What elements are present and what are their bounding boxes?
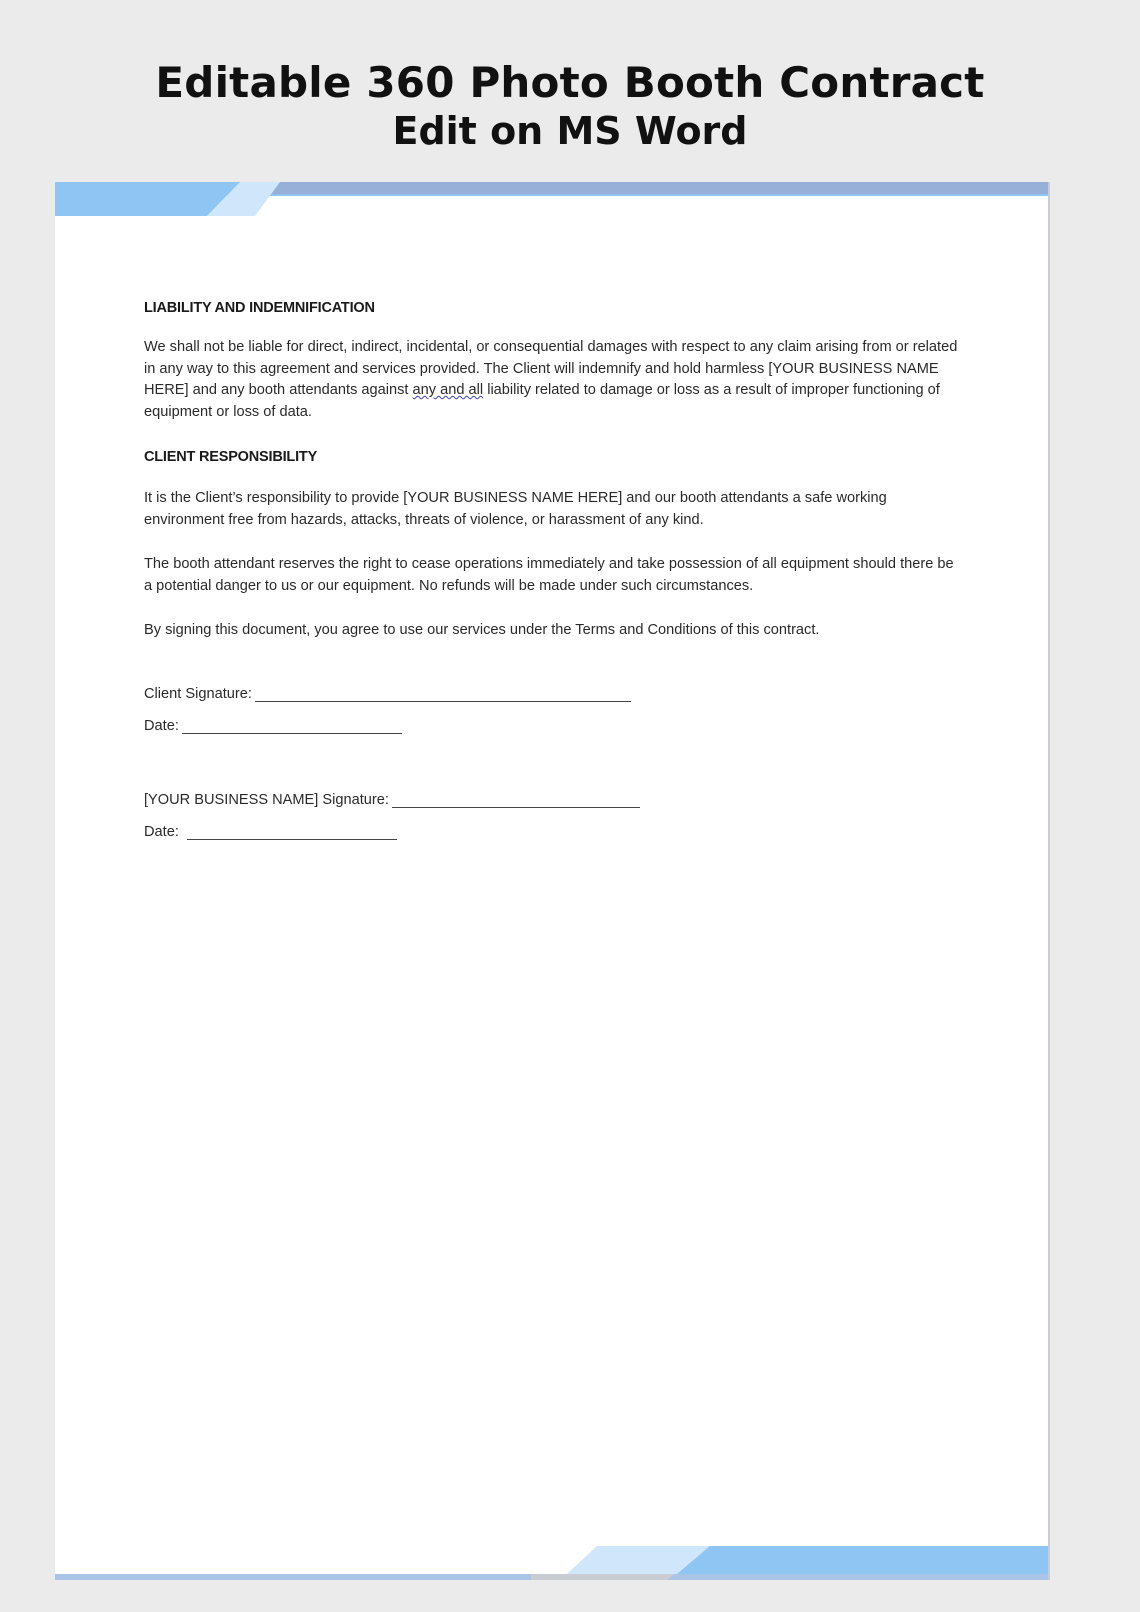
business-signature-line[interactable] — [392, 793, 640, 808]
client-date-line[interactable] — [182, 719, 402, 734]
paragraph-agreement: By signing this document, you agree to use our services under the Terms and Conditions of this contract. — [144, 622, 820, 638]
business-date-label: Date: — [144, 823, 179, 840]
bottom-right-tab — [677, 1546, 1048, 1574]
paragraph-cease-operations: The booth attendant reserves the right to cease operations immediately and take possession of all equipment should there be a potential danger to us or our equipment. No refunds will be made under such circumstances. — [144, 556, 954, 594]
page-header — [0, 58, 1140, 154]
bottom-banner-grey — [531, 1574, 675, 1580]
paragraph-liability — [144, 337, 964, 423]
business-date-row — [144, 824, 964, 840]
spellcheck-flagged-phrase: any and all — [412, 382, 484, 398]
title-line-1: Editable 360 Photo Booth Contract — [155, 58, 985, 107]
client-signature-row — [144, 686, 964, 702]
liability-text-part2: liability related to damage or loss as a result of improper functioning of equipment or loss of data. — [144, 382, 940, 420]
client-signature-label: Client Signature: — [144, 685, 252, 702]
client-date-label: Date: — [144, 717, 179, 734]
heading-client-responsibility: CLIENT RESPONSIBILITY — [144, 449, 318, 465]
liability-text-part1: We shall not be liable for direct, indirect, incidental, or consequential damages with respect to any claim arising from or related in any way to this agreement and services provided. The Client will indemnify and hold harmless [YOUR BUSINESS NAME HERE] and any booth attendants against — [144, 339, 958, 398]
business-signature-label: [YOUR BUSINESS NAME] Signature: — [144, 791, 389, 808]
client-signature-line[interactable] — [255, 687, 631, 702]
business-date-line[interactable] — [187, 825, 397, 840]
title-line-2: Edit on MS Word — [392, 109, 748, 153]
business-signature-row — [144, 792, 964, 808]
document-body — [144, 300, 964, 840]
top-banner-steel — [223, 182, 1048, 194]
document-page — [55, 182, 1050, 1580]
client-date-row — [144, 718, 964, 734]
paragraph-safe-environment: It is the Client’s responsibility to provide [YOUR BUSINESS NAME HERE] and our booth attendants a safe working environment free from hazards, attacks, threats of violence, or harassment of any kind. — [144, 490, 887, 528]
heading-liability: LIABILITY AND INDEMNIFICATION — [144, 300, 375, 316]
